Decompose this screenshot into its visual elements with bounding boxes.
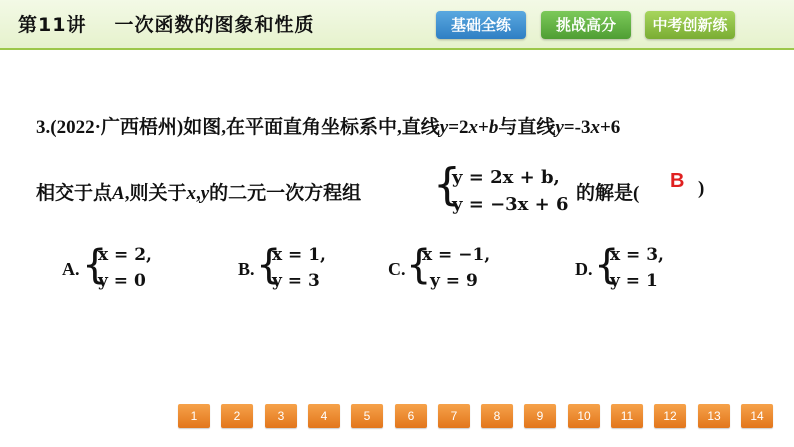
exam-innovation-button[interactable]: 中考创新练 <box>645 11 735 39</box>
page-button-14[interactable]: 14 <box>741 404 773 428</box>
page-button-6[interactable]: 6 <box>395 404 427 428</box>
page-title <box>18 10 314 37</box>
lecture-topic: 一次函数的图象和性质 <box>114 14 315 36</box>
page-button-10[interactable]: 10 <box>568 404 600 428</box>
question-line-2: 相交于点A,则关于x,y的二元一次方程组 <box>36 183 362 204</box>
page-button-4[interactable]: 4 <box>308 404 340 428</box>
page-button-7[interactable]: 7 <box>438 404 470 428</box>
option-a-brace: { <box>82 242 108 288</box>
option-c-brace: { <box>406 242 432 288</box>
option-c-line-1: x = −1, <box>422 245 491 265</box>
basic-practice-button[interactable]: 基础全练 <box>436 11 526 39</box>
solution-text: 的解是( <box>576 183 640 204</box>
option-a-label[interactable]: A. <box>62 259 80 279</box>
option-d-line-1: x = 3, <box>610 245 664 265</box>
page-button-13[interactable]: 13 <box>698 404 730 428</box>
question-line-1: 3.(2022·广西梧州)如图,在平面直角坐标系中,直线y=2x+b与直线y=-3x+6 <box>36 117 621 138</box>
page-button-5[interactable]: 5 <box>351 404 383 428</box>
close-paren: ) <box>698 178 705 199</box>
system-eq-2: y = −3x + 6 <box>452 194 569 215</box>
lecture-number: 第11讲 <box>18 14 87 36</box>
option-b-line-2: y = 3 <box>272 271 320 291</box>
system-brace: { <box>433 159 461 210</box>
page-button-2[interactable]: 2 <box>221 404 253 428</box>
challenge-button[interactable]: 挑战高分 <box>541 11 631 39</box>
option-c-line-2: y = 9 <box>430 271 478 291</box>
page-button-12[interactable]: 12 <box>654 404 686 428</box>
option-b-label[interactable]: B. <box>238 259 255 279</box>
page-button-8[interactable]: 8 <box>481 404 513 428</box>
option-a-line-1: x = 2, <box>98 245 152 265</box>
answer-mark: B <box>670 170 685 192</box>
page-button-11[interactable]: 11 <box>611 404 643 428</box>
option-b-brace: { <box>256 242 282 288</box>
system-eq-1: y = 2x + b, <box>452 167 560 188</box>
option-d-line-2: y = 1 <box>610 271 658 291</box>
option-c-label[interactable]: C. <box>388 259 406 279</box>
option-b-line-1: x = 1, <box>272 245 326 265</box>
page-button-1[interactable]: 1 <box>178 404 210 428</box>
header-bar <box>0 0 794 50</box>
page-button-9[interactable]: 9 <box>524 404 556 428</box>
page-button-3[interactable]: 3 <box>265 404 297 428</box>
option-d-brace: { <box>594 242 620 288</box>
option-a-line-2: y = 0 <box>98 271 146 291</box>
option-d-label[interactable]: D. <box>575 259 593 279</box>
